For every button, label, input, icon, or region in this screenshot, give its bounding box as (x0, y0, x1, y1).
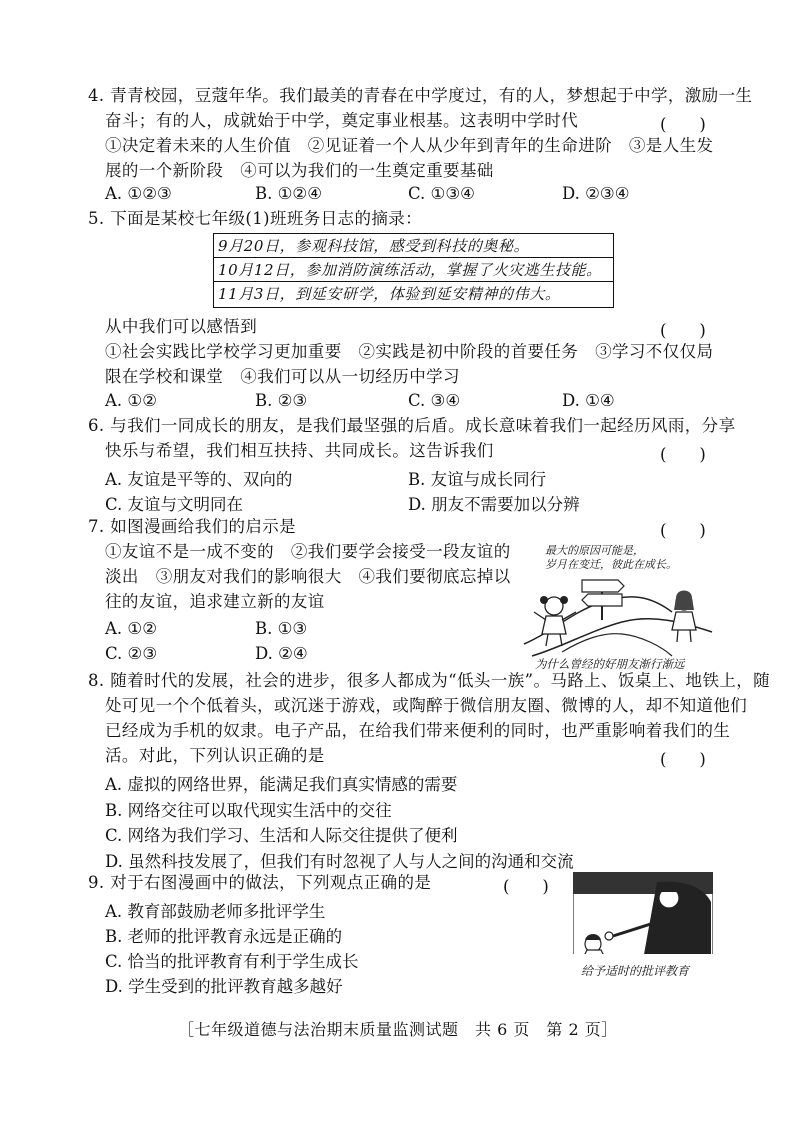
q9-stem-line-1: 9. 对于右图漫画中的做法，下列观点正确的是 (88, 873, 432, 892)
q9-option-c: C. 恰当的批评教育有利于学生成长 (105, 952, 359, 971)
q8-answer-paren: ( ) (660, 750, 706, 769)
class-log-entry: 10月12日，参加消防演练活动，掌握了火灾逃生技能。 (214, 258, 613, 282)
q9-option-b: B. 老师的批评教育永远是正确的 (105, 927, 343, 946)
q4-stem-line-1: 4. 青青校园，豆蔻年华。我们最美的青春在中学度过，有的人，梦想起于中学，激励一生 (88, 86, 753, 105)
friends-cartoon-image (522, 572, 714, 660)
q9-option-a: A. 教育部鼓励老师多批评学生 (105, 902, 326, 921)
criticism-cartoon-image (573, 872, 713, 960)
q5-statements-line-1: ①社会实践比学校学习更加重要 ②实践是初中阶段的首要任务 ③学习不仅仅局 (105, 342, 714, 361)
class-log-entry: 11月3日，到延安研学，体验到延安精神的伟大。 (218, 285, 561, 303)
q8-stem-line-2: 处可见一个个低着头，或沉迷于游戏，或陶醉于微信朋友圈、微博的人，却不知道他们 (105, 696, 748, 715)
q7-answer-paren: ( ) (660, 521, 706, 540)
q4-option-b: B. ①②④ (255, 184, 322, 203)
q6-answer-paren: ( ) (660, 445, 706, 464)
q7-statements-line-2: 淡出 ③朋友对我们的影响很大 ④我们要彻底忘掉以 (105, 567, 511, 586)
q4-stem-line-2: 奋斗；有的人，成就始于中学，奠定事业根基。这表明中学时代 (105, 111, 579, 130)
q5-stem-line-2: 从中我们可以感悟到 (105, 317, 258, 336)
q5-statements-line-2: 限在学校和课堂 ④我们可以从一切经历中学习 (105, 367, 460, 386)
q5-option-d: D. ①④ (562, 391, 615, 410)
q8-option-c: C. 网络为我们学习、生活和人际交往提供了便利 (105, 826, 458, 845)
q8-option-a: A. 虚拟的网络世界，能满足我们真实情感的需要 (105, 775, 458, 794)
q7-option-d: D. ②④ (255, 644, 308, 663)
q6-option-d: D. 朋友不需要加以分辨 (408, 495, 580, 514)
q5-stem-line-1: 5. 下面是某校七年级(1)班班务日志的摘录： (88, 209, 423, 228)
q4-option-d: D. ②③④ (562, 184, 630, 203)
q4-statements-line-1: ①决定着未来的人生价值 ②见证着一个人从少年到青年的生命进阶 ③是人生发 (105, 136, 714, 155)
q7-cartoon-text-2: 岁月在变迁，彼此在成长。 (545, 558, 677, 571)
q6-option-c: C. 友谊与文明同在 (105, 495, 244, 514)
q4-option-c: C. ①③④ (408, 184, 475, 203)
q5-option-b: B. ②③ (255, 391, 308, 410)
q8-option-b: B. 网络交往可以取代现实生活中的交往 (105, 801, 392, 820)
q7-stem-line-1: 7. 如图漫画给我们的启示是 (88, 517, 297, 536)
q7-statements-line-1: ①友谊不是一成不变的 ②我们要学会接受一段友谊的 (105, 542, 511, 561)
class-log-box (213, 233, 614, 308)
page-footer: ［七年级道德与法治期末质量监测试题 共 6 页 第 2 页］ (178, 1020, 618, 1039)
q6-stem-line-2: 快乐与希望，我们相互扶持、共同成长。这告诉我们 (105, 441, 494, 460)
q6-option-b: B. 友谊与成长同行 (408, 470, 547, 489)
q4-option-a: A. ①②③ (105, 184, 172, 203)
q6-stem-line-1: 6. 与我们一同成长的朋友，是我们最坚强的后盾。成长意味着我们一起经历风雨，分享 (88, 416, 736, 435)
q7-cartoon-text-1: 最大的原因可能是， (545, 544, 644, 557)
q6-option-a: A. 友谊是平等的、双向的 (105, 470, 293, 489)
q9-option-d: D. 学生受到的批评教育越多越好 (105, 977, 343, 996)
q5-option-c: C. ③④ (408, 391, 461, 410)
q5-option-a: A. ①② (105, 391, 157, 410)
q8-stem-line-3: 已经成为手机的奴隶。电子产品，在给我们带来便利的同时，也严重影响着我们的生 (105, 721, 731, 740)
q7-option-c: C. ②③ (105, 644, 158, 663)
q4-statements-line-2: 展的一个新阶段 ④可以为我们的一生奠定重要基础 (105, 161, 494, 180)
q8-stem-line-1: 8. 随着时代的发展，社会的进步，很多人都成为“低头一族”。马路上、饭桌上、地铁上，随 (88, 671, 771, 690)
q7-statements-line-3: 往的友谊，追求建立新的友谊 (105, 592, 325, 611)
class-log-entry: 9月20日，参观科技馆，感受到科技的奥秘。 (214, 234, 613, 258)
q9-answer-paren: ( ) (503, 877, 549, 896)
q7-cartoon-caption: 为什么曾经的好朋友渐行渐远 (535, 657, 685, 671)
q7-option-a: A. ①② (105, 619, 157, 638)
q5-answer-paren: ( ) (660, 321, 706, 340)
q8-stem-line-4: 活。对此，下列认识正确的是 (105, 746, 325, 765)
q4-answer-paren: ( ) (660, 115, 706, 134)
q9-cartoon-caption: 给予适时的批评教育 (581, 964, 690, 978)
q8-option-d: D. 虽然科技发展了，但我们有时忽视了人与人之间的沟通和交流 (105, 852, 574, 871)
q7-option-b: B. ①③ (255, 619, 308, 638)
